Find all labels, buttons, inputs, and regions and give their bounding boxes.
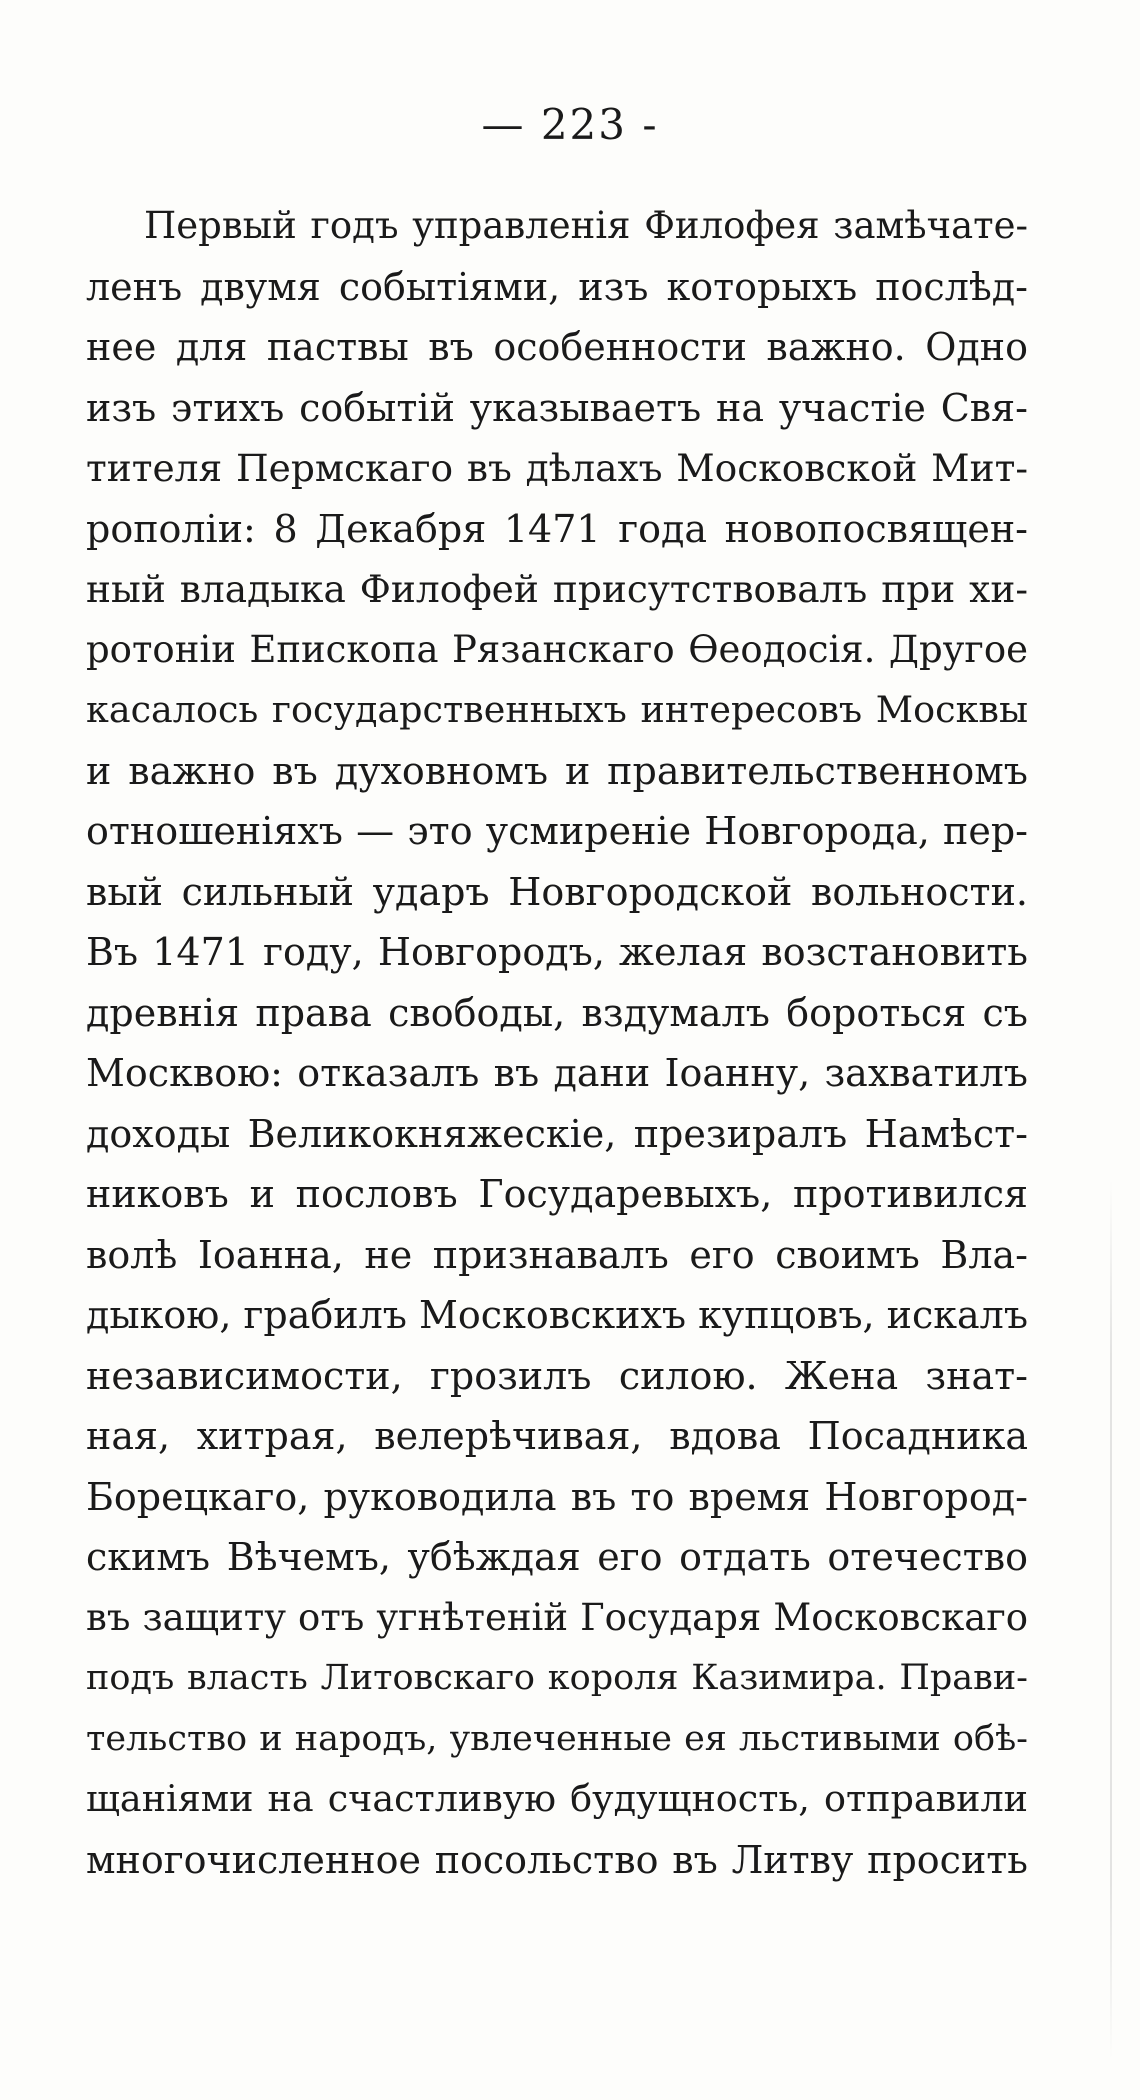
text-line-21: ная, хитрая, велерѣчивая, вдова Посадника bbox=[86, 1414, 1028, 1458]
text-line-4: изъ этихъ событій указываетъ на участіе Свя- bbox=[86, 385, 1028, 430]
text-line-23: скимъ Вѣчемъ, убѣждая его отдать отечество bbox=[86, 1535, 1028, 1579]
text-line-25: подъ власть Литовскаго короля Казимира. Прави- bbox=[86, 1658, 1028, 1698]
page-edge-shadow bbox=[1110, 1180, 1112, 2060]
text-line-12: вый сильный ударъ Новгородской вольности. bbox=[86, 869, 1028, 914]
text-line-6: рополіи: 8 Декабря 1471 года новопосвящен- bbox=[86, 506, 1028, 551]
text-line-24: въ защиту отъ угнѣтеній Государя Московскаго bbox=[86, 1595, 1028, 1639]
page-number: — 223 - bbox=[481, 100, 659, 149]
text-line-1: Первый годъ управленія Филофея замѣчате- bbox=[144, 204, 1028, 247]
text-line-8: ротоніи Епископа Рязанскаго Ѳеодосія. Другое bbox=[86, 627, 1028, 671]
text-line-18: волѣ Іоанна, не признавалъ его своимъ Вла- bbox=[86, 1232, 1028, 1277]
text-line-13: Въ 1471 году, Новгородъ, желая возстановить bbox=[86, 930, 1028, 974]
text-line-5: тителя Пермскаго въ дѣлахъ Московской Мит- bbox=[86, 446, 1028, 490]
body-text bbox=[86, 196, 1028, 1890]
text-line-3: нее для паствы въ особенности важно. Одно bbox=[86, 325, 1028, 369]
text-line-11: отношеніяхъ — это усмиреніе Новгорода, пер- bbox=[86, 809, 1028, 853]
text-line-20: независимости, грозилъ силою. Жена знат- bbox=[86, 1353, 1028, 1398]
text-line-15: Москвою: отказалъ въ дани Іоанну, захватилъ bbox=[86, 1051, 1028, 1095]
text-line-7: ный владыка Филофей присутствовалъ при хи- bbox=[86, 567, 1028, 611]
text-line-22: Борецкаго, руководила въ то время Новгород- bbox=[86, 1474, 1028, 1519]
text-line-28: многочисленное посольство въ Литву просить bbox=[86, 1837, 1028, 1882]
text-line-14: древнія права свободы, вздумалъ бороться съ bbox=[86, 990, 1028, 1035]
text-line-19: дыкою, грабилъ Московскихъ купцовъ, искалъ bbox=[86, 1293, 1028, 1337]
text-line-2: ленъ двумя событіями, изъ которыхъ послѣд- bbox=[86, 264, 1028, 309]
text-line-16: доходы Великокняжескіе, презиралъ Намѣст- bbox=[86, 1111, 1028, 1156]
text-line-26: тельство и народъ, увлеченные ея льстивыми обѣ- bbox=[86, 1718, 1028, 1759]
text-line-17: никовъ и пословъ Государевыхъ, противился bbox=[86, 1172, 1028, 1216]
text-line-10: и важно въ духовномъ и правительственномъ bbox=[86, 748, 1028, 793]
text-line-9: касалось государственныхъ интересовъ Москвы bbox=[86, 688, 1028, 731]
text-line-27: щаніями на счастливую будущность, отправили bbox=[86, 1777, 1028, 1820]
